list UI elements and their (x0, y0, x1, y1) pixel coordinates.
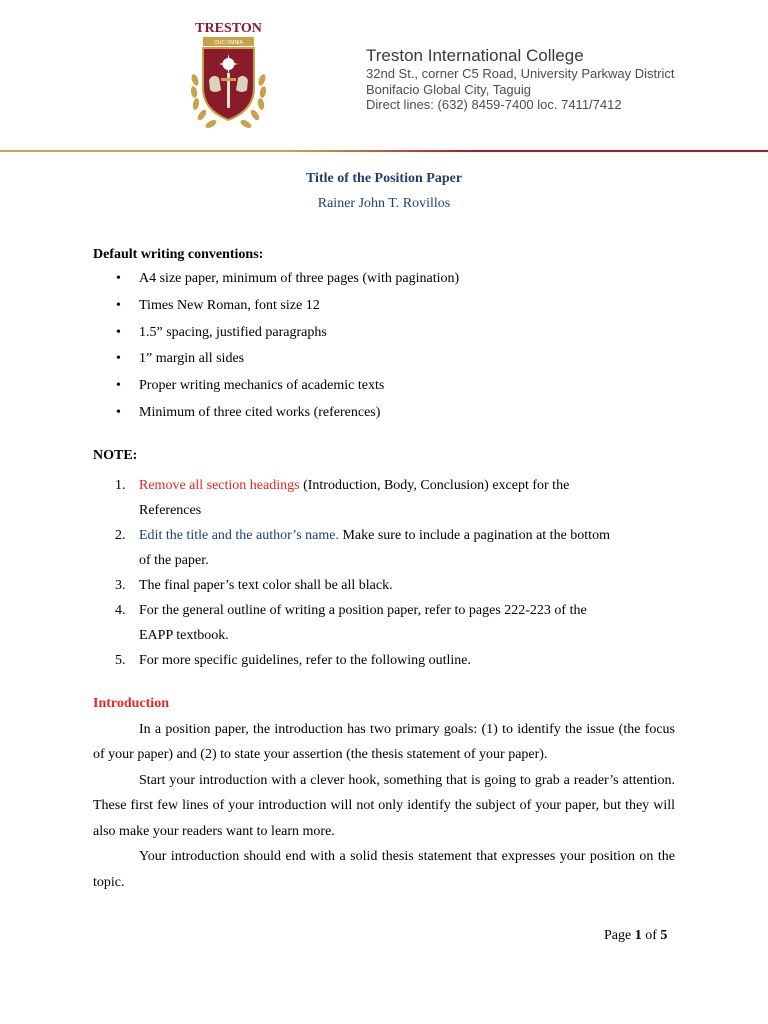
note-highlight: Edit the title and the author’s name. (139, 527, 339, 543)
direct-lines: Direct lines: (632) 8459-7400 loc. 7411/7412 (366, 97, 622, 112)
intro-paragraph: Start your introduction with a clever hook, something that is going to grab a reader’s attention. These first few lines of your introduction will not only identify the subject of your paper, but they will also make your readers want to learn more. (93, 772, 675, 839)
list-item: • A4 size paper, minimum of three pages (with pagination) (116, 271, 460, 286)
page-number: Page 1 of 5 (604, 928, 668, 943)
college-name: Treston International College (366, 46, 584, 65)
bullet-icon: • (116, 297, 121, 313)
bullet-icon: • (116, 404, 121, 420)
list-number: 1. (115, 477, 126, 493)
logo-motto: DUC OMNIA (214, 40, 243, 46)
list-item: • 1” margin all sides (116, 351, 245, 367)
list-number: 2. (115, 527, 126, 543)
intro-paragraph: Your introduction should end with a solid thesis statement that expresses your position on the topic. (93, 849, 675, 890)
bullet-icon: • (116, 324, 121, 340)
college-crest-logo (181, 18, 276, 143)
paper-title: Title of the Position Paper (305, 171, 463, 186)
list-number: 4. (115, 602, 126, 618)
notes-list (93, 473, 675, 673)
college-info (366, 46, 675, 113)
logo-wordmark: TRESTON (195, 21, 262, 36)
list-item: • Proper writing mechanics of academic texts (116, 378, 385, 394)
letterhead (0, 0, 768, 152)
list-item: 5. For more specific guidelines, refer to the following outline. (93, 648, 675, 673)
list-item: • Minimum of three cited works (references) (116, 404, 381, 420)
list-item: 2. Edit the title and the author’s name. Make sure to include a pagination at the bottom of the paper. (93, 523, 675, 573)
list-item: • 1.5” spacing, justified paragraphs (116, 324, 327, 340)
note-heading: NOTE: (93, 447, 138, 463)
list-item: • Times New Roman, font size 12 (116, 297, 320, 313)
header-divider (0, 150, 768, 152)
bullet-icon: • (116, 351, 121, 367)
author-name: Rainer John T. Rovillos (317, 196, 451, 211)
list-item: 3. The final paper’s text color shall be all black. (93, 573, 675, 598)
conventions-heading: Default writing conventions: (93, 247, 264, 262)
list-item: 4. For the general outline of writing a position paper, refer to pages 222-223 of the EAPP textbook. (93, 598, 675, 648)
list-number: 5. (115, 652, 126, 668)
address-line-1: 32nd St., corner C5 Road, University Parkway District (366, 66, 675, 81)
document-body (93, 246, 675, 895)
introduction-heading: Introduction (93, 695, 169, 711)
bullet-icon: • (116, 271, 121, 286)
intro-paragraph: In a position paper, the introduction has two primary goals: (1) to identify the issue (the focus of your paper) and (2) to state your assertion (the thesis statement of your paper). (93, 721, 675, 763)
bullet-icon: • (116, 378, 121, 394)
address-line-2: Bonifacio Global City, Taguig (366, 81, 532, 97)
list-number: 3. (115, 577, 126, 593)
conventions-list (93, 270, 675, 422)
note-highlight: Remove all section headings (139, 477, 300, 493)
list-item: 1. Remove all section headings (Introduction, Body, Conclusion) except for the References (93, 473, 675, 523)
